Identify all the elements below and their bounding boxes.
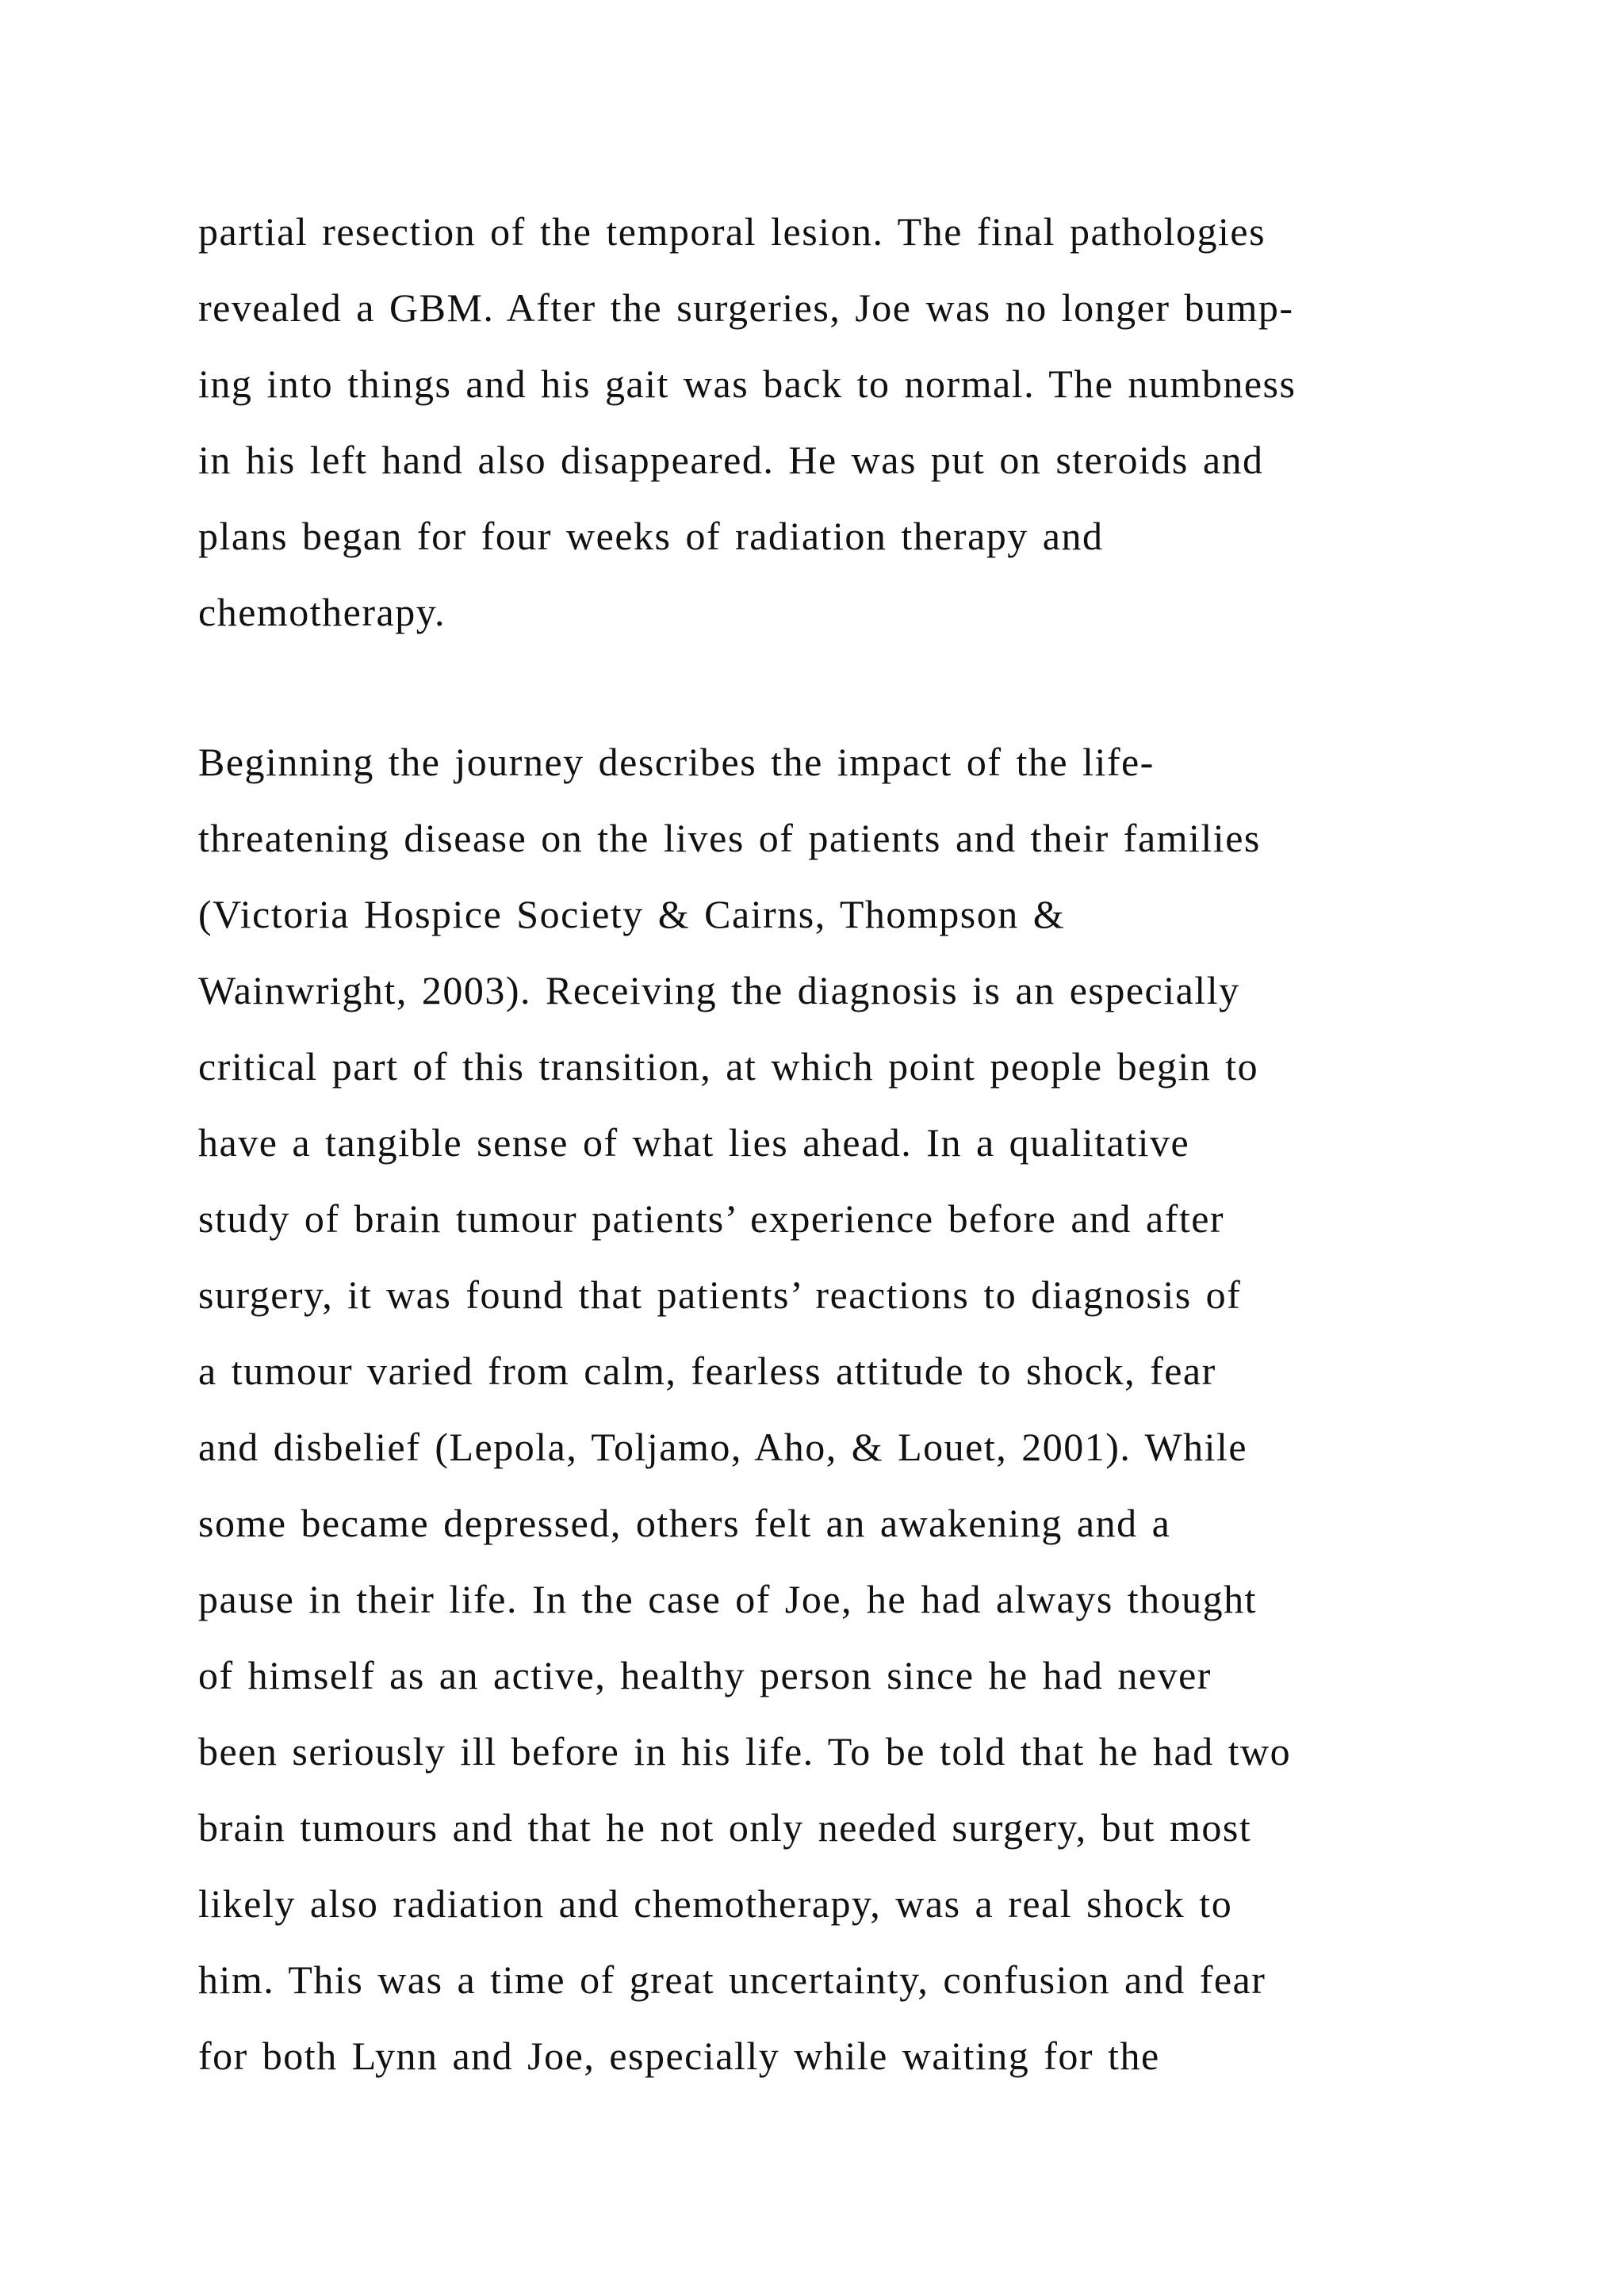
text-line: chemotherapy. [198, 590, 446, 634]
text-line: revealed a GBM. After the surgeries, Joe was no longer bump- [198, 285, 1294, 330]
text-line: partial resection of the temporal lesion. The final pathologies [198, 209, 1266, 254]
text-line: surgery, it was found that patients’ reactions to diagnosis of [198, 1272, 1242, 1317]
text-line: brain tumours and that he not only needed surgery, but most [198, 1805, 1252, 1850]
text-line: some became depressed, others felt an awakening and a [198, 1501, 1171, 1545]
text-line: Beginning the journey describes the impact of the life- [198, 740, 1155, 784]
text-line: pause in their life. In the case of Joe, he had always thought [198, 1577, 1258, 1621]
text-line: and disbelief (Lepola, Toljamo, Aho, & Louet, 2001). While [198, 1425, 1248, 1469]
paragraph-1 [198, 193, 1435, 650]
text-line: him. This was a time of great uncertainty, confusion and fear [198, 1957, 1266, 2002]
text-line: have a tangible sense of what lies ahead. In a qualitative [198, 1120, 1190, 1165]
text-line: for both Lynn and Joe, especially while waiting for the [198, 2034, 1160, 2078]
text-line: threatening disease on the lives of patients and their families [198, 816, 1261, 860]
text-line: study of brain tumour patients’ experience before and after [198, 1196, 1225, 1241]
paragraph-2 [198, 724, 1435, 2094]
text-line: a tumour varied from calm, fearless attitude to shock, fear [198, 1349, 1216, 1393]
text-line: been seriously ill before in his life. To be told that he had two [198, 1729, 1292, 1774]
text-line: Wainwright, 2003). Receiving the diagnosis is an especially [198, 968, 1240, 1012]
text-line: ing into things and his gait was back to normal. The numbness [198, 362, 1297, 406]
text-line: plans began for four weeks of radiation therapy and [198, 514, 1104, 558]
text-line: likely also radiation and chemotherapy, was a real shock to [198, 1881, 1233, 1926]
text-line: (Victoria Hospice Society & Cairns, Thompson & [198, 892, 1066, 936]
text-line: in his left hand also disappeared. He was put on steroids and [198, 438, 1264, 482]
text-line: critical part of this transition, at which point people begin to [198, 1044, 1259, 1089]
text-line: of himself as an active, healthy person since he had never [198, 1653, 1212, 1697]
